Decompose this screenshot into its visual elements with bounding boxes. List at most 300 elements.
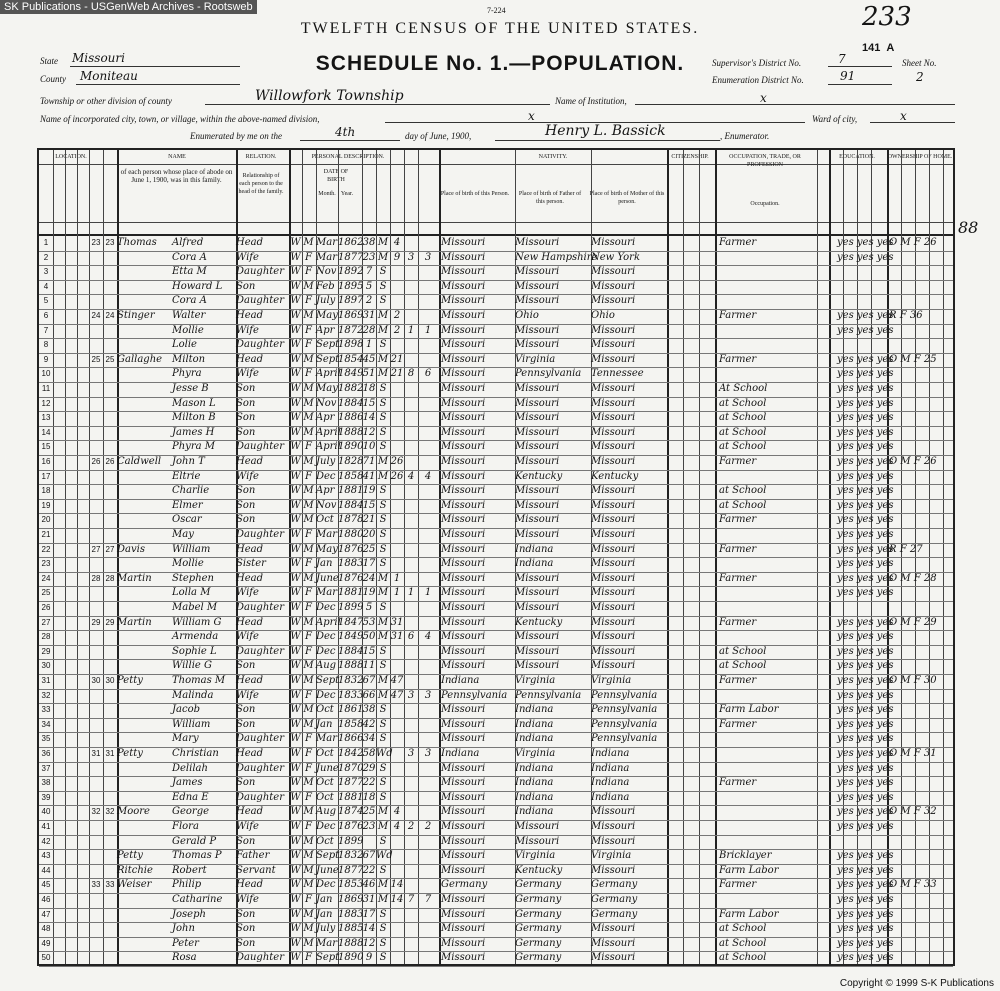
cell-yrs	[390, 791, 404, 806]
cell-yr: 1898	[338, 339, 364, 351]
cell-given: Alfred	[172, 237, 204, 248]
cell-color: W	[290, 280, 301, 292]
cell-given: Charlie	[172, 485, 210, 497]
county-label: County	[40, 74, 66, 84]
cell-sex: F	[305, 251, 312, 263]
cell-edu: yes yes yes	[837, 616, 894, 628]
cell-occ	[719, 732, 815, 747]
cell-yr: 1877	[338, 777, 364, 789]
cell-ch: 1	[407, 324, 415, 336]
cell-mo: Mar	[316, 587, 337, 599]
cell-surname	[117, 922, 172, 937]
cell-liv	[418, 543, 438, 558]
day-value: 4th	[335, 125, 356, 139]
cell-liv	[418, 265, 438, 280]
cell-mo: Nov	[316, 499, 337, 511]
cell-liv	[418, 776, 438, 791]
cell-color: W	[290, 310, 301, 321]
cell-given: William	[172, 543, 211, 555]
table-row	[39, 324, 953, 340]
cell-n: 35	[41, 734, 51, 744]
cell-surname	[117, 908, 172, 923]
cell-age: 19	[362, 587, 376, 599]
cell-ch: 3	[407, 689, 415, 701]
cell-surname: Petty	[117, 675, 143, 686]
cell-mo: May	[316, 310, 338, 321]
cell-liv	[418, 236, 438, 251]
cell-edu: yes yes yes	[837, 952, 894, 964]
cell-ch: 2	[407, 821, 415, 832]
relation-header: RELATION.	[245, 154, 277, 160]
cell-occ: Farmer	[719, 572, 757, 584]
cell-edu: yes yes yes	[837, 850, 894, 862]
cell-bf: Virginia	[515, 353, 556, 365]
cell-occ: Farmer	[719, 879, 757, 891]
cell-mar: S	[379, 660, 387, 672]
cell-n: 25	[41, 588, 51, 598]
cell-fam	[103, 893, 117, 908]
cell-mar: S	[379, 529, 387, 540]
cell-n: 5	[43, 296, 49, 306]
cell-yrs: 26	[390, 470, 404, 482]
cell-surname	[117, 397, 172, 412]
table-row	[39, 689, 953, 705]
cell-liv	[418, 513, 438, 528]
cell-surname	[117, 280, 172, 295]
cell-ch	[404, 294, 418, 309]
state-underline	[70, 66, 240, 67]
cell-occ: at School	[719, 397, 767, 409]
table-row	[39, 732, 953, 748]
cell-sex: F	[305, 266, 312, 278]
cell-mo: Sept	[316, 353, 340, 365]
cell-fam	[103, 586, 117, 601]
cell-yr: 1861	[338, 704, 364, 716]
cell-dwell: 27	[91, 544, 101, 554]
cell-n: 13	[41, 413, 51, 423]
cell-dwell	[89, 864, 103, 879]
occupation-header: OCCUPATION, TRADE, OR PROFESSION	[729, 154, 801, 168]
cell-mar: S	[379, 908, 387, 920]
year-header: Year.	[340, 191, 354, 197]
cell-yr: 1870	[338, 762, 364, 774]
cell-own	[889, 893, 955, 908]
cell-mo: Oct	[316, 791, 334, 803]
cell-bp: Indiana	[441, 748, 480, 759]
cell-n: 39	[41, 792, 51, 802]
cell-given: Malinda	[172, 689, 214, 701]
cell-bp: Missouri	[441, 353, 486, 365]
cell-rel: Wife	[236, 251, 259, 263]
cell-sex: F	[305, 894, 312, 905]
cell-age: 9	[365, 952, 373, 964]
cell-color: W	[290, 645, 301, 657]
cell-occ: Farmer	[719, 718, 757, 730]
cell-age: 66	[362, 689, 376, 701]
cell-rel: Head	[236, 806, 264, 818]
cell-sex: M	[303, 397, 314, 409]
cell-bp: Missouri	[441, 499, 486, 511]
cell-yrs	[390, 426, 404, 441]
cell-given: Walter	[172, 310, 206, 321]
cell-mo: July	[316, 923, 336, 935]
cell-sex: F	[305, 762, 312, 774]
cell-edu: yes yes yes	[837, 704, 894, 716]
cell-occ: Farm Labor	[719, 908, 779, 920]
cell-bp: Missouri	[441, 470, 486, 482]
cell-yrs: 14	[390, 894, 404, 905]
cell-surname	[117, 893, 172, 908]
cell-age	[362, 835, 376, 850]
cell-age: 1	[365, 339, 373, 351]
population-schedule-table	[37, 148, 955, 966]
cell-color: W	[290, 689, 301, 701]
cell-bm: New York	[591, 251, 640, 263]
cell-given: Milton	[172, 353, 206, 365]
cell-edu: yes yes yes	[837, 426, 894, 438]
cell-bm: Missouri	[591, 645, 636, 657]
cell-fam	[103, 703, 117, 718]
cell-sex: M	[303, 280, 314, 292]
cell-age: 20	[362, 529, 376, 540]
cell-mar: S	[379, 864, 387, 876]
month-header: Month.	[318, 191, 336, 197]
cell-mo: Jan	[316, 718, 333, 730]
cell-yrs	[390, 908, 404, 923]
supervisor-underline	[828, 66, 892, 67]
cell-own: O M F 33	[889, 879, 937, 891]
cell-ch: 7	[407, 894, 415, 905]
cell-bm: Missouri	[591, 864, 636, 876]
cell-yrs: 26	[390, 456, 404, 467]
cell-bp: Missouri	[441, 456, 486, 467]
table-row	[39, 572, 953, 588]
cell-color: W	[290, 616, 301, 628]
cell-rel: Daughter	[236, 295, 284, 307]
cell-ch	[404, 572, 418, 587]
cell-liv	[418, 294, 438, 309]
cell-given: John	[172, 923, 195, 935]
cell-age: 29	[362, 762, 376, 774]
cell-rel: Wife	[236, 587, 259, 599]
cell-surname	[117, 937, 172, 952]
enumeration-value: 91	[840, 69, 856, 83]
table-row	[39, 543, 953, 559]
cell-mo: Jan	[316, 908, 333, 920]
cell-fam	[103, 689, 117, 704]
cell-given: Mason L	[172, 397, 216, 409]
cell-n: 30	[41, 661, 51, 671]
cell-bm: Virginia	[591, 675, 632, 686]
cell-yr: 1888	[338, 937, 364, 949]
cell-dwell	[89, 586, 103, 601]
cell-bf: Indiana	[515, 704, 554, 716]
cell-bm: Missouri	[591, 543, 636, 555]
cell-occ	[719, 805, 815, 820]
cell-bf: Indiana	[515, 718, 554, 730]
cell-own	[889, 251, 955, 266]
cell-color: W	[290, 368, 301, 380]
cell-dwell	[89, 251, 103, 266]
cell-given: Peter	[172, 937, 199, 949]
cell-rel: Son	[236, 704, 256, 716]
cell-mar: S	[379, 397, 387, 409]
cell-bm: Missouri	[591, 660, 636, 672]
cell-bp: Pennsylvania	[441, 689, 508, 701]
cell-rel: Father	[236, 850, 270, 862]
cell-fam	[103, 338, 117, 353]
cell-bf: Missouri	[515, 397, 560, 409]
cell-own: R F 27	[889, 543, 923, 555]
cell-edu: yes yes yes	[837, 821, 894, 832]
cell-color: W	[290, 412, 301, 424]
cell-occ: Farmer	[719, 310, 757, 321]
cell-occ: At School	[719, 383, 768, 394]
cell-color: W	[290, 426, 301, 438]
cell-color: W	[290, 791, 301, 803]
enumeration-underline	[828, 84, 892, 85]
cell-ch	[404, 338, 418, 353]
cell-bm: Missouri	[591, 514, 636, 526]
cell-bp: Missouri	[441, 791, 486, 803]
cell-sex: M	[303, 514, 314, 526]
cell-mo: Sept	[316, 850, 340, 862]
cell-sex: F	[305, 821, 312, 832]
cell-dwell	[89, 630, 103, 645]
cell-color: W	[290, 266, 301, 278]
cell-rel: Wife	[236, 324, 259, 336]
cell-own: O M F 25	[889, 353, 937, 365]
cell-yr: 1884	[338, 499, 364, 511]
cell-color: W	[290, 952, 301, 964]
institution-value: x	[760, 91, 767, 105]
cell-liv	[418, 280, 438, 295]
cell-surname	[117, 601, 172, 616]
cell-ch	[404, 849, 418, 864]
cell-ch: 6	[407, 631, 415, 643]
cell-mo: June	[316, 762, 339, 774]
cell-surname	[117, 645, 172, 660]
cell-n: 6	[43, 311, 49, 320]
cell-edu: yes yes yes	[837, 660, 894, 672]
cell-own	[889, 645, 955, 660]
cell-fam	[103, 470, 117, 485]
cell-bm: Missouri	[591, 572, 636, 584]
cell-mar: M	[377, 616, 389, 628]
cell-rel: Daughter	[236, 645, 284, 657]
cell-edu: yes yes yes	[837, 762, 894, 774]
cell-bf: Missouri	[515, 602, 560, 613]
cell-occ	[719, 791, 815, 806]
cell-age: 46	[362, 879, 376, 891]
cell-dwell	[89, 440, 103, 455]
cell-liv	[418, 922, 438, 937]
cell-rel: Head	[236, 879, 264, 891]
cell-sex: M	[303, 572, 314, 584]
cell-yrs: 31	[390, 631, 404, 643]
sheet-value: 2	[916, 70, 924, 84]
cell-dwell: 28	[91, 573, 101, 583]
cell-own: O M F 30	[889, 675, 937, 686]
cell-age: 7	[365, 266, 373, 278]
cell-mar: M	[377, 821, 389, 832]
cell-rel: Son	[236, 923, 256, 935]
cell-age: 12	[362, 937, 376, 949]
cell-ch	[404, 426, 418, 441]
cell-bm: Missouri	[591, 631, 636, 643]
cell-fam	[103, 864, 117, 879]
cell-mo: Oct	[316, 704, 334, 716]
cell-age: 53	[362, 616, 376, 628]
cell-bf: Missouri	[515, 456, 560, 467]
cell-age: 15	[362, 397, 376, 409]
cell-bp: Missouri	[441, 295, 486, 307]
cell-fam	[103, 718, 117, 733]
header-divider-top	[39, 164, 953, 165]
cell-yrs	[390, 937, 404, 952]
cell-fam: 25	[105, 354, 115, 364]
cell-yrs	[390, 951, 404, 966]
cell-given: Catharine	[172, 894, 223, 905]
cell-given: William G	[172, 616, 222, 628]
sheet-label: Sheet No.	[902, 58, 937, 68]
cell-bf: Germany	[515, 923, 562, 935]
cell-bm: Indiana	[591, 777, 630, 789]
cell-color: W	[290, 295, 301, 307]
cell-mar: S	[379, 762, 387, 774]
cell-dwell	[89, 659, 103, 674]
table-row	[39, 878, 953, 894]
table-row	[39, 513, 953, 529]
cell-bp: Missouri	[441, 441, 486, 453]
cell-rel: Son	[236, 426, 256, 438]
cell-own	[889, 703, 955, 718]
cell-given: Phyra M	[172, 441, 215, 453]
cell-sex: M	[303, 704, 314, 716]
cell-fam	[103, 513, 117, 528]
cell-age: 23	[362, 821, 376, 832]
cell-color: W	[290, 456, 301, 467]
cell-rel: Daughter	[236, 266, 284, 278]
cell-dwell: 23	[91, 238, 101, 247]
table-row	[39, 309, 953, 325]
cell-liv	[418, 937, 438, 952]
cell-bf: Germany	[515, 952, 562, 964]
cell-own: O M F 26	[889, 237, 937, 248]
cell-surname	[117, 689, 172, 704]
cell-liv: 4	[424, 631, 432, 643]
sheet-ref-handwritten: 233	[862, 2, 912, 32]
cell-yrs: 4	[393, 821, 401, 832]
cell-n: 34	[41, 719, 51, 729]
cell-yr: 1874	[338, 806, 364, 818]
cell-n: 37	[41, 763, 51, 773]
cell-own: O M F 32	[889, 806, 937, 818]
cell-edu: yes yes yes	[837, 923, 894, 935]
cell-sex: M	[303, 426, 314, 438]
cell-dwell: 26	[91, 457, 101, 466]
cell-bp: Missouri	[441, 397, 486, 409]
cell-surname	[117, 776, 172, 791]
cell-edu: yes yes yes	[837, 908, 894, 920]
cell-bm: Missouri	[591, 923, 636, 935]
cell-surname	[117, 324, 172, 339]
cell-mar: S	[379, 485, 387, 497]
margin-note: 88	[958, 218, 979, 237]
cell-bf: Pennsylvania	[515, 368, 582, 380]
cell-mar: S	[379, 426, 387, 438]
cell-liv: 3	[424, 748, 432, 759]
cell-yrs	[390, 265, 404, 280]
cell-own	[889, 397, 955, 412]
cell-bp: Indiana	[441, 675, 480, 686]
cell-dwell	[89, 835, 103, 850]
township-value: Willowfork Township	[255, 88, 404, 104]
cell-fam	[103, 280, 117, 295]
cell-own	[889, 499, 955, 514]
cell-yrs	[390, 776, 404, 791]
cell-sex: F	[305, 368, 312, 380]
cell-occ	[719, 601, 815, 616]
cell-bp: Missouri	[441, 806, 486, 818]
enumeration-label: Enumeration District No.	[712, 75, 804, 85]
cell-edu: yes yes yes	[837, 324, 894, 336]
cell-bp: Missouri	[441, 777, 486, 789]
cell-dwell: 24	[91, 311, 101, 320]
table-row	[39, 338, 953, 354]
cell-surname: Petty	[117, 850, 143, 862]
ward-label: Ward of city,	[812, 114, 858, 124]
cell-mar: M	[377, 806, 389, 818]
cell-mar: S	[379, 791, 387, 803]
cell-liv	[418, 805, 438, 820]
cell-fam	[103, 835, 117, 850]
cell-occ	[719, 820, 815, 835]
cell-dwell	[89, 280, 103, 295]
cell-edu: yes yes yes	[837, 791, 894, 803]
cell-given: Milton B	[172, 412, 216, 424]
cell-edu: yes yes yes	[837, 937, 894, 949]
cell-sex: M	[303, 543, 314, 555]
form-number: 7-224	[487, 6, 506, 15]
cell-dwell	[89, 689, 103, 704]
cell-dwell: 29	[91, 617, 101, 627]
cell-liv	[418, 338, 438, 353]
cell-color: W	[290, 383, 301, 394]
cell-ch	[404, 440, 418, 455]
cell-n: 3	[43, 267, 49, 277]
cell-rel: Wife	[236, 470, 259, 482]
cell-sex: F	[305, 339, 312, 351]
cell-mar: S	[379, 266, 387, 278]
cell-mo: Jan	[316, 558, 333, 570]
cell-age: 22	[362, 864, 376, 876]
cell-n: 17	[41, 471, 51, 481]
cell-rel: Wife	[236, 821, 259, 832]
township-label: Township or other division of county	[40, 96, 172, 106]
cell-occ: Farmer	[719, 675, 757, 686]
cell-n: 12	[41, 398, 51, 408]
cell-edu: yes yes yes	[837, 777, 894, 789]
cell-n: 44	[41, 865, 51, 875]
cell-color: W	[290, 587, 301, 599]
cell-bp: Missouri	[441, 821, 486, 832]
cell-dwell	[89, 908, 103, 923]
cell-liv	[418, 878, 438, 893]
cell-ch	[404, 718, 418, 733]
cell-liv	[418, 528, 438, 543]
cell-mar: S	[379, 704, 387, 716]
